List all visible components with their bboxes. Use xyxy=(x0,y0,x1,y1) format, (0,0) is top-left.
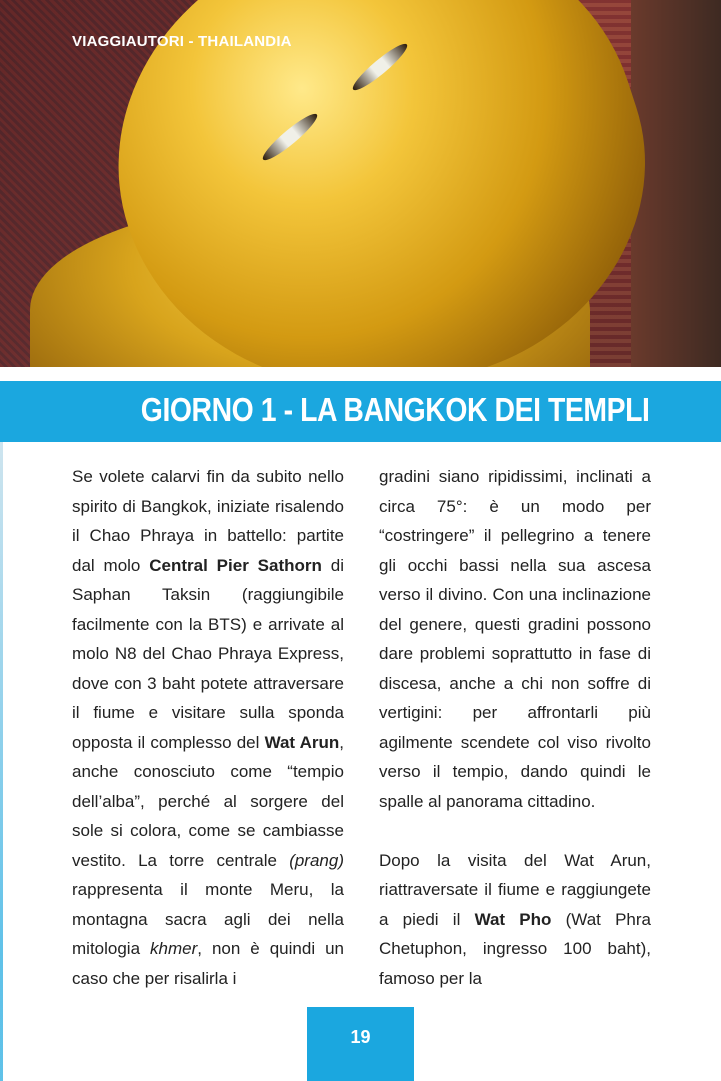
page-edge xyxy=(0,442,3,1081)
text-run: (Wat Phra Chetuphon, ingresso 100 baht), famoso per la xyxy=(379,909,651,988)
chapter-title-band xyxy=(0,381,721,442)
italic-term: (prang) xyxy=(289,850,344,870)
page-number-tab xyxy=(307,1007,414,1081)
text-run: rappresenta il monte Meru, la montagna sacra agli dei nella mitologia xyxy=(72,880,344,958)
right-column xyxy=(379,462,651,993)
running-head: VIAGGIAUTORI - THAILANDIA xyxy=(72,33,292,50)
bold-place-name: Central Pier Sathorn xyxy=(149,555,322,575)
text-run: , anche conosciuto come “tempio dell’alba”, perché al sorgere del sole si colora, come se cambiasse vestito. La torre centrale xyxy=(72,732,344,870)
paragraph: gradini siano ripidissimi, inclinati a circa 75°: è un modo per “costringere” il pellegrino a tenere gli occhi bassi nella sua ascesa verso il divino. Con una inclinazione del genere, questi gradini possono dare problemi soprattutto in fase di discesa, anche a chi non soffre di vertigini: per affrontarli più agilmente scendete col viso rivolto verso il tempio, dando quindi le spalle al panorama cittadino. xyxy=(379,467,651,811)
paragraph xyxy=(379,846,651,994)
chapter-title: GIORNO 1 - LA BANGKOK DEI TEMPLI xyxy=(140,391,649,428)
text-run: , non è quindi un caso che per risalirla i xyxy=(72,939,344,988)
hero-photo xyxy=(0,0,721,367)
text-run: Se volete calarvi fin da subito nello spirito di Bangkok, iniziate risalendo il Chao Phraya in battello: partite dal molo xyxy=(72,467,344,575)
left-column xyxy=(72,462,344,993)
text-run: di Saphan Taksin (raggiungibile facilmente con la BTS) e arrivate al molo N8 del Chao Phraya Express, dove con 3 baht potete attraversare il fiume e visitare sulla sponda opposta il complesso del xyxy=(72,555,344,752)
page-number: 19 xyxy=(350,1027,371,1047)
text-run: Dopo la visita del Wat Arun, riattraversate il fiume e raggiungete a piedi il xyxy=(379,850,651,929)
bold-place-name: Wat Arun xyxy=(264,732,340,752)
paragraph xyxy=(72,462,344,993)
italic-term: khmer xyxy=(150,939,198,958)
temple-pillar xyxy=(631,0,721,367)
bold-place-name: Wat Pho xyxy=(474,909,552,929)
